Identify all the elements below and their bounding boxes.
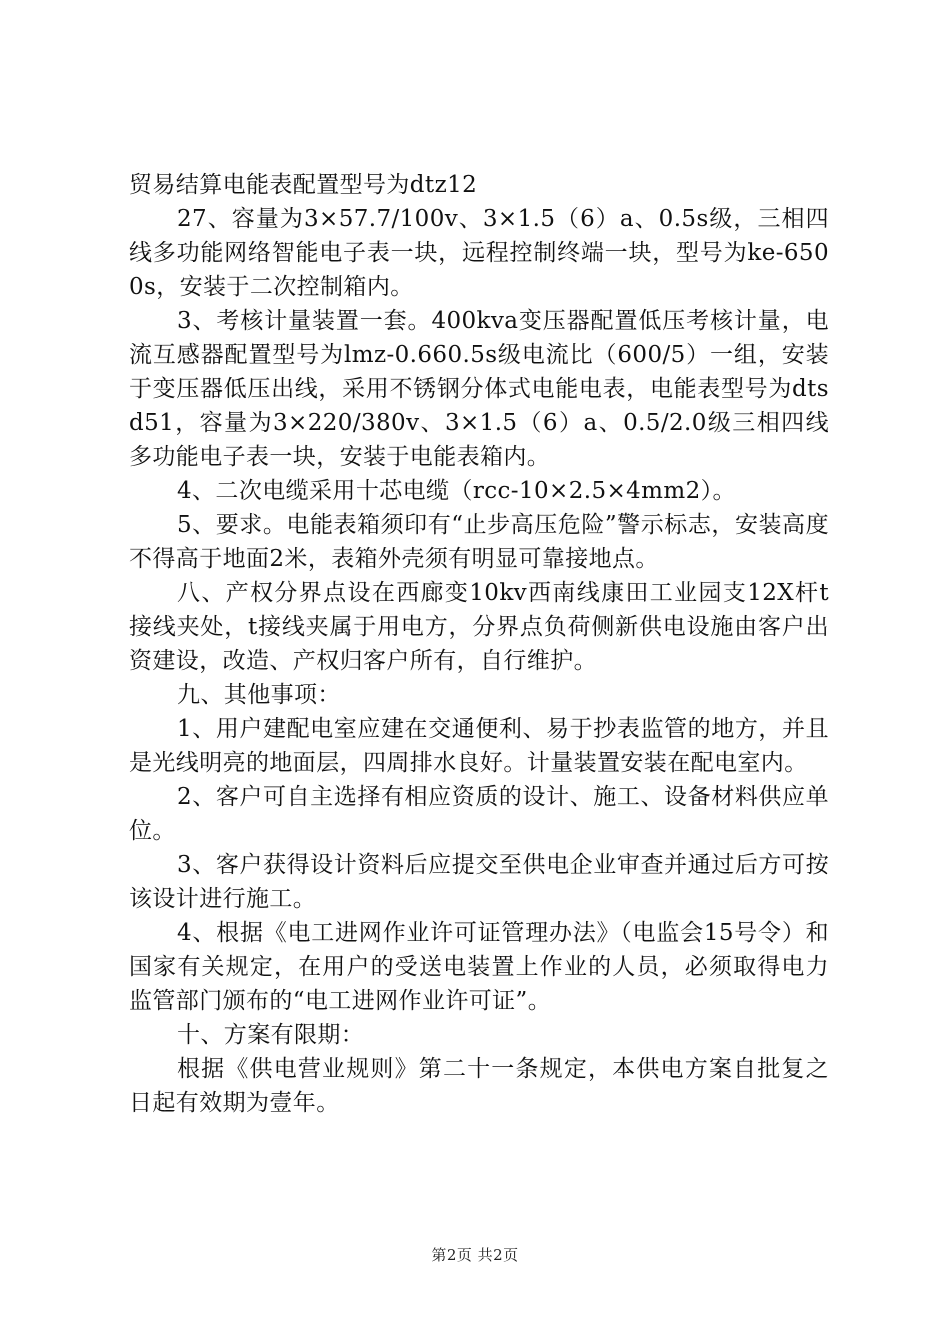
paragraph-item-4-secondary-cable: 4、二次电缆采用十芯电缆（rcc-10×2.5×4mm2）。 <box>177 478 736 504</box>
paragraph-other-4: 4、根据《电工进网作业许可证管理办法》（电监会15号令）和国家有关规定，在用户的受送电装置上作业的人员，必须取得电力监管部门颁布的“电工进网作业许可证”。 <box>129 920 829 1014</box>
paragraph-item-3-assessment-metering: 3、考核计量装置一套。400kva变压器配置低压考核计量，电流互感器配置型号为lmz-0.660.5s级电流比（600/5）一组，安装于变压器低压出线，采用不锈钢分体式电能电表，电能表型号为dtsd51，容量为3×220/380v、3×1.5（6）a、0.5/2.0级三相四线多功能电子表一块，安装于电能表箱内。 <box>129 308 829 470</box>
document-body <box>129 168 829 1120</box>
paragraph-validity: 根据《供电营业规则》第二十一条规定，本供电方案自批复之日起有效期为壹年。 <box>129 1056 829 1116</box>
paragraph-other-2: 2、客户可自主选择有相应资质的设计、施工、设备材料供应单位。 <box>129 784 829 844</box>
paragraph-section-8-property-boundary: 八、产权分界点设在西廊变10kv西南线康田工业园支12X杆t接线夹处，t接线夹属于用电方，分界点负荷侧新供电设施由客户出资建设，改造、产权归客户所有，自行维护。 <box>129 580 829 674</box>
paragraph-item-5-requirements: 5、要求。电能表箱须印有“止步高压危险”警示标志，安装高度不得高于地面2米，表箱外壳须有明显可靠接地点。 <box>129 512 829 572</box>
paragraph-item-27: 27、容量为3×57.7/100v、3×1.5（6）a、0.5s级，三相四线多功能网络智能电子表一块，远程控制终端一块，型号为ke-6500s，安装于二次控制箱内。 <box>129 206 829 300</box>
page-number-footer: 第2页 共2页 <box>431 1246 519 1264</box>
paragraph-other-1: 1、用户建配电室应建在交通便利、易于抄表监管的地方，并且是光线明亮的地面层，四周排水良好。计量装置安装在配电室内。 <box>129 716 829 776</box>
paragraph-other-3: 3、客户获得设计资料后应提交至供电企业审查并通过后方可按该设计进行施工。 <box>129 852 829 912</box>
heading-section-10-validity: 十、方案有限期： <box>177 1022 365 1048</box>
paragraph-meter-model: 贸易结算电能表配置型号为dtz12 <box>129 172 478 198</box>
heading-section-9-other-matters: 九、其他事项： <box>177 682 341 708</box>
